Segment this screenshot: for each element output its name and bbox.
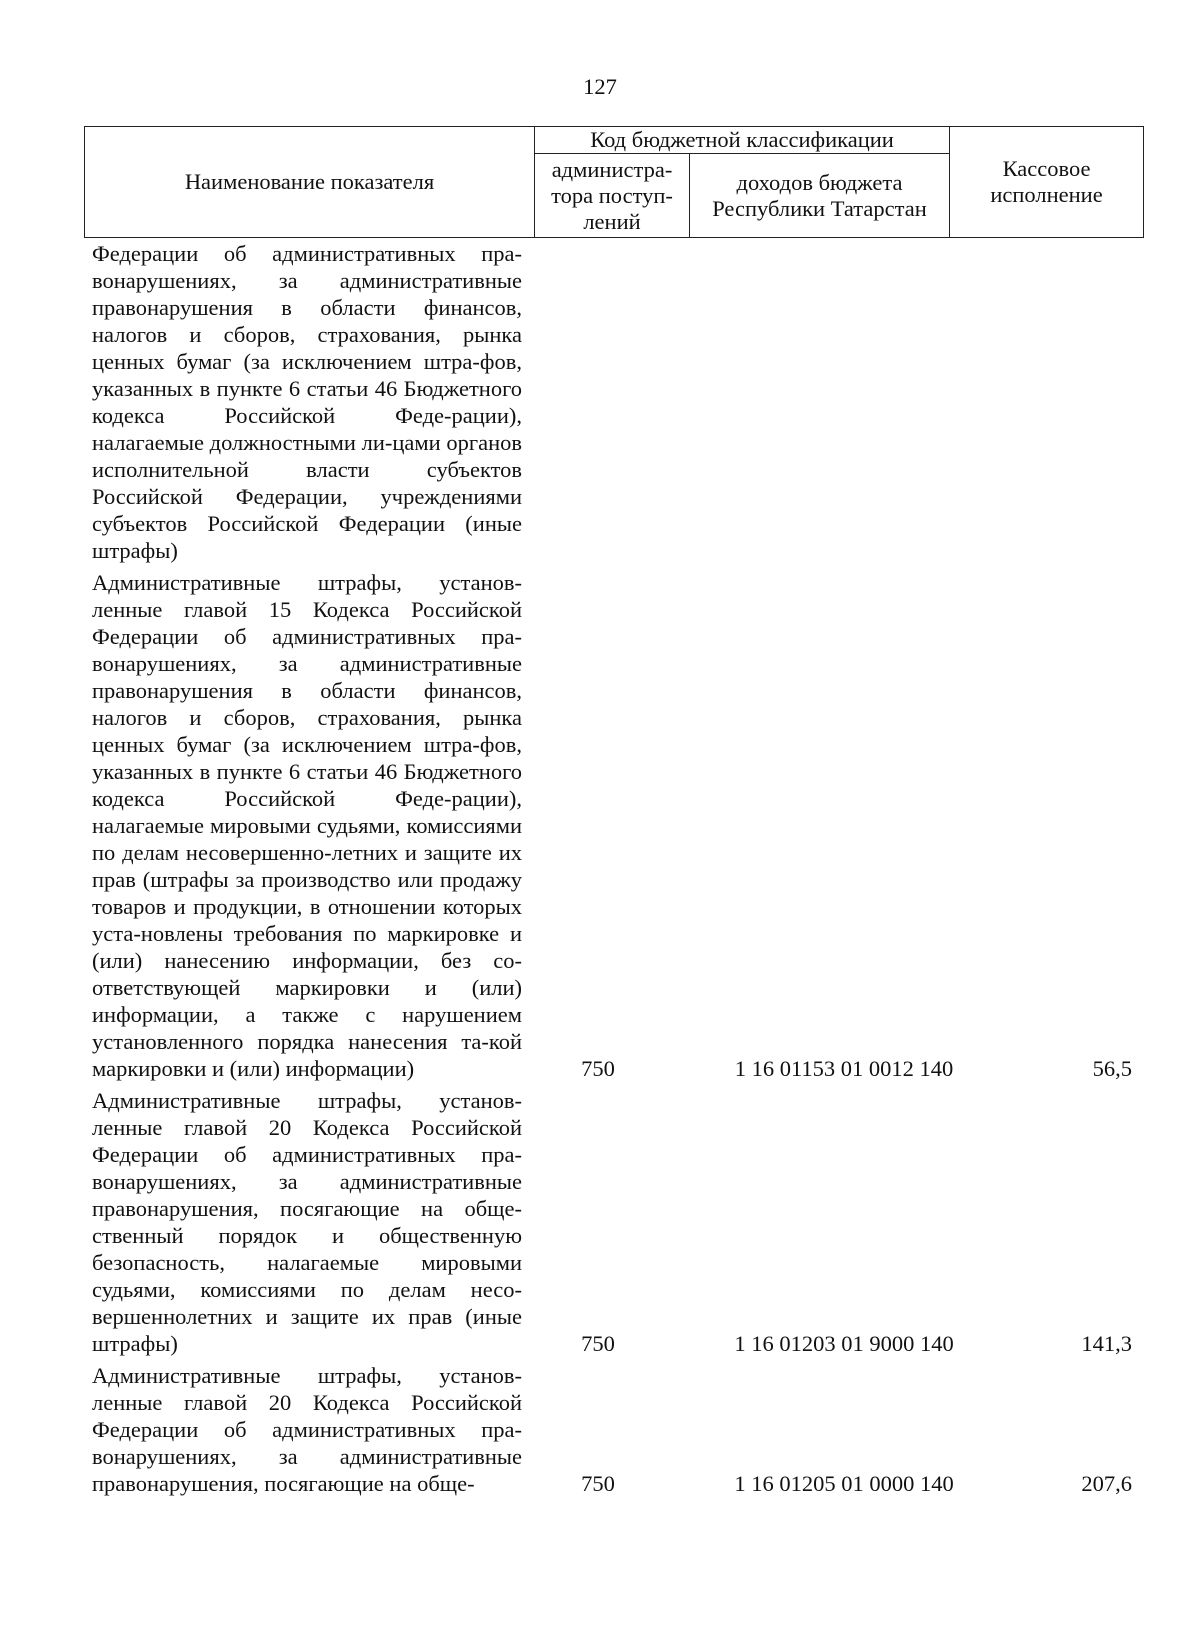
row-income-code: 1 16 01205 01 0000 140 bbox=[734, 1471, 954, 1496]
row-admin-code: 750 bbox=[581, 1331, 615, 1356]
row-admin-code: 750 bbox=[581, 1471, 615, 1496]
table-row bbox=[92, 1087, 1142, 1357]
table-row bbox=[92, 569, 1142, 1082]
row-cash-value: 56,5 bbox=[1092, 1056, 1132, 1081]
header-admin-column: администра-тора поступ-лений bbox=[535, 154, 690, 238]
header-income-column: доходов бюджета Республики Татарстан bbox=[690, 154, 950, 238]
row-income-code: 1 16 01203 01 9000 140 bbox=[734, 1331, 954, 1356]
row-name: Административные штрафы, установ-ленные главой 15 Кодекса Российской Федерации об административных пра-вонарушениях, за административные правонарушения в области финансов, налогов и сборов, страхования, рынка ценных бумаг (за исключением штра-фов, указанных в пункте 6 статьи 46 Бюджетного кодекса Российской Феде-рации), налагаемые мировыми судьями, комиссиями по делам несовершенно-летних и защите их прав (штрафы за производство или продажу товаров и продукции, в отношении которых уста-новлены требования по маркировке и (или) нанесению информации, без со-ответствующей маркировки и (или) информации, а также с нарушением установленного порядка нанесения та-кой маркировки и (или) информации) bbox=[92, 570, 522, 1081]
header-code-group: Код бюджетной классификации bbox=[535, 127, 950, 154]
header-cash-column: Кассовое исполнение bbox=[950, 127, 1144, 238]
row-cash-value: 207,6 bbox=[1081, 1471, 1132, 1496]
row-cash-value: 141,3 bbox=[1081, 1331, 1132, 1356]
header-name-column: Наименование показателя bbox=[85, 127, 535, 238]
row-income-code: 1 16 01153 01 0012 140 bbox=[734, 1056, 954, 1081]
table-header bbox=[84, 126, 1144, 238]
row-name: Административные штрафы, установ-ленные главой 20 Кодекса Российской Федерации об административных пра-вонарушениях, за административные правонарушения, посягающие на обще-ственный порядок и общественную безопасность, налагаемые мировыми судьями, комиссиями по делам несо-вершеннолетних и защите их прав (иные штрафы) bbox=[92, 1088, 522, 1356]
table-row bbox=[92, 240, 1142, 564]
row-admin-code: 750 bbox=[581, 1056, 615, 1081]
table-body bbox=[92, 240, 1142, 1502]
row-name: Административные штрафы, установ-ленные главой 20 Кодекса Российской Федерации об административных пра-вонарушениях, за административные правонарушения, посягающие на обще- bbox=[92, 1363, 522, 1496]
row-name: Федерации об административных пра-вонарушениях, за административные правонарушения в области финансов, налогов и сборов, страхования, рынка ценных бумаг (за исключением штра-фов, указанных в пункте 6 статьи 46 Бюджетного кодекса Российской Феде-рации), налагаемые должностными ли-цами органов исполнительной власти субъектов Российской Федерации, учреждениями субъектов Российской Федерации (иные штрафы) bbox=[92, 241, 522, 563]
page-number: 127 bbox=[583, 74, 617, 99]
table-row bbox=[92, 1362, 1142, 1497]
